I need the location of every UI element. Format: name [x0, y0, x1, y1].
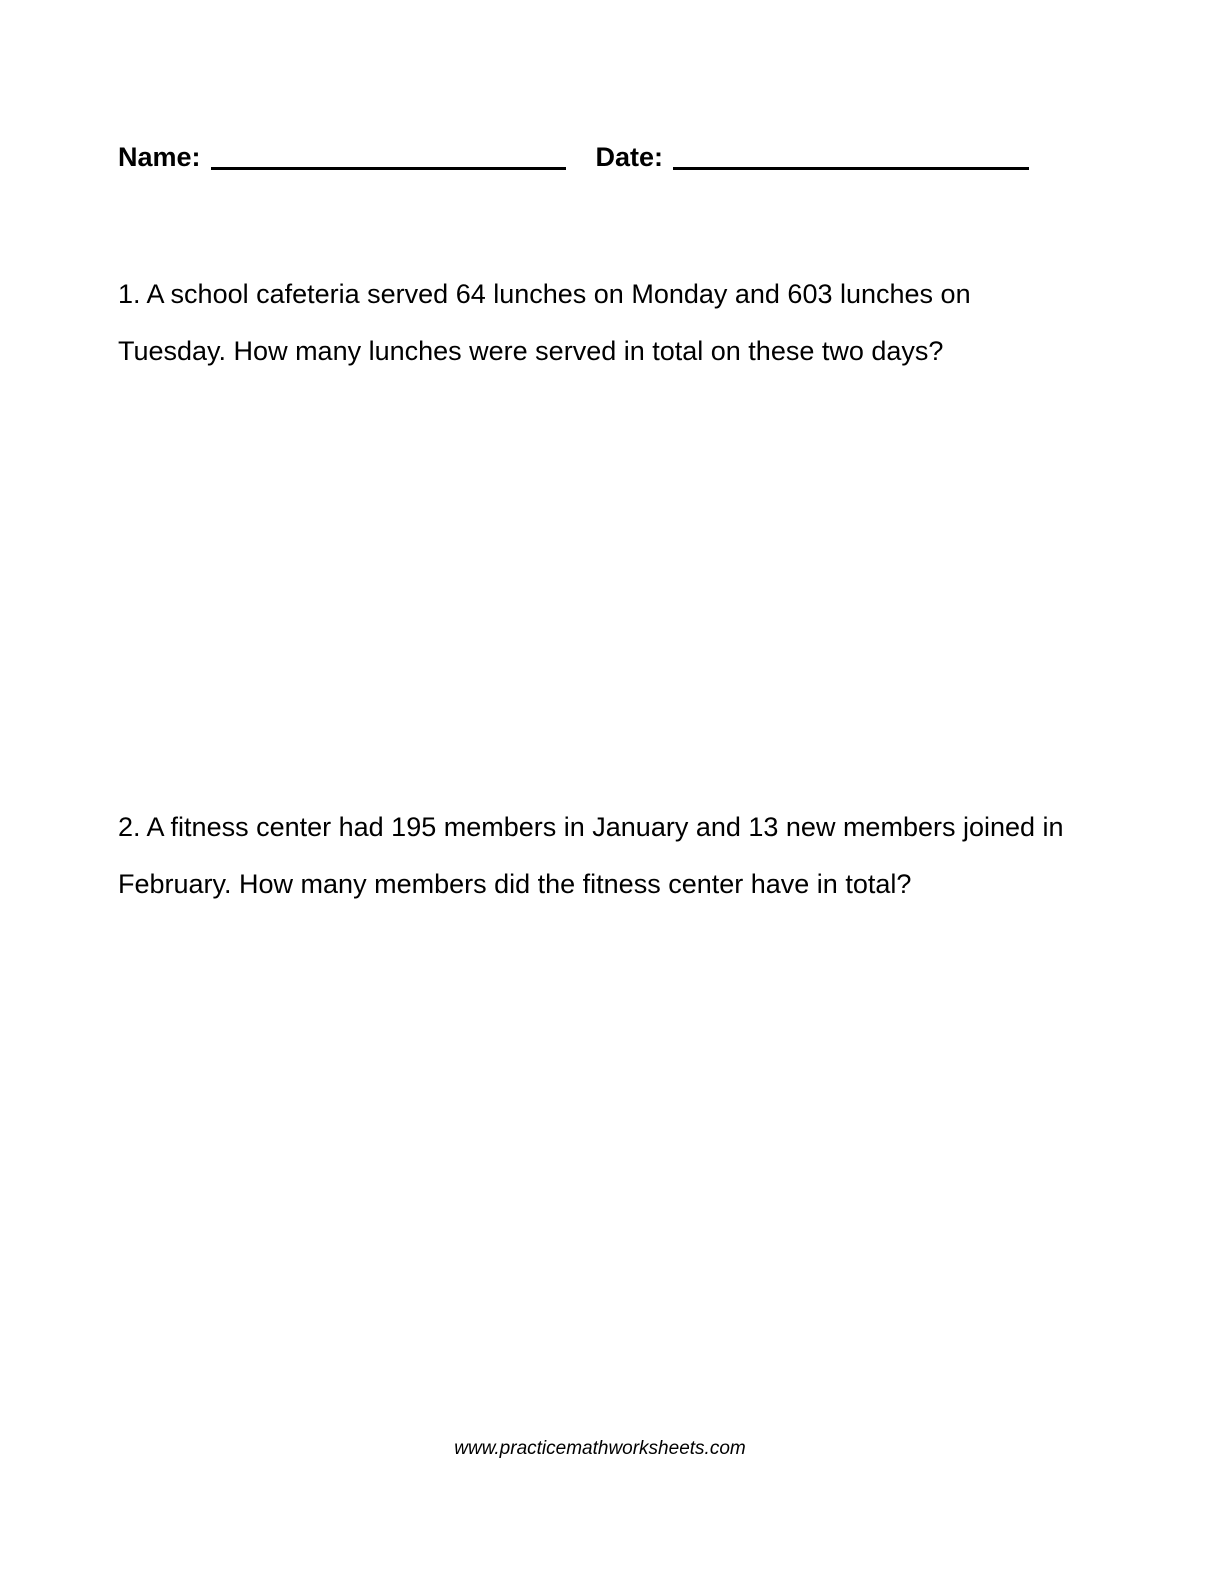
question-1-line-2: Tuesday. How many lunches were served in total on these two days?: [118, 336, 944, 366]
question-2-line-2: February. How many members did the fitness center have in total?: [118, 869, 912, 899]
date-blank-line[interactable]: [673, 166, 1029, 170]
footer-website: www.practicemathworksheets.com: [454, 1438, 746, 1459]
question-1-line-1: 1. A school cafeteria served 64 lunches on Monday and 603 lunches on: [118, 279, 971, 309]
name-label: Name:: [118, 142, 201, 172]
date-label: Date:: [595, 142, 664, 172]
date-field: [596, 142, 1030, 173]
name-blank-line[interactable]: [211, 166, 566, 170]
name-field: [118, 142, 566, 173]
question-2-line-1: 2. A fitness center had 195 members in January and 13 new members joined in: [118, 812, 1064, 842]
question-2: [118, 799, 1118, 913]
question-1: [118, 266, 1118, 380]
worksheet-header: [118, 142, 1029, 173]
